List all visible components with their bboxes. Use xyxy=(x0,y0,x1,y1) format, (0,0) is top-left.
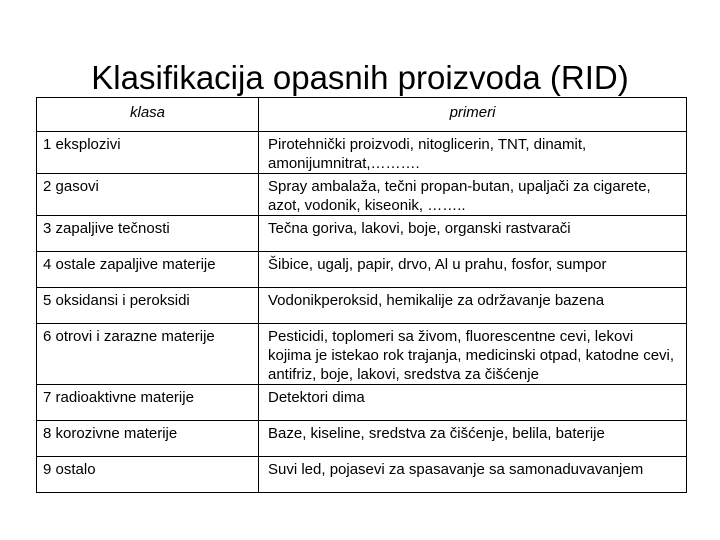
examples-cell: Vodonikperoksid, hemikalije za održavanje bazena xyxy=(259,288,687,324)
column-header-primeri: primeri xyxy=(259,98,687,132)
examples-cell: Detektori dima xyxy=(259,385,687,421)
examples-cell: Baze, kiseline, sredstva za čišćenje, belila, baterije xyxy=(259,421,687,457)
column-header-klasa: klasa xyxy=(37,98,259,132)
table-header-row xyxy=(37,98,687,132)
class-cell: 1 eksplozivi xyxy=(37,132,259,174)
table-row xyxy=(37,288,687,324)
class-cell: 2 gasovi xyxy=(37,174,259,216)
class-cell: 4 ostale zapaljive materije xyxy=(37,252,259,288)
table-row xyxy=(37,324,687,385)
examples-cell: Tečna goriva, lakovi, boje, organski rastvarači xyxy=(259,216,687,252)
class-cell: 9 ostalo xyxy=(37,457,259,493)
page-title: Klasifikacija opasnih proizvoda (RID) xyxy=(91,59,629,97)
table-row xyxy=(37,252,687,288)
examples-cell: Suvi led, pojasevi za spasavanje sa samonaduvavanjem xyxy=(259,457,687,493)
class-cell: 6 otrovi i zarazne materije xyxy=(37,324,259,385)
table-row xyxy=(37,421,687,457)
class-cell: 7 radioaktivne materije xyxy=(37,385,259,421)
table-row xyxy=(37,216,687,252)
rid-classification-table xyxy=(36,97,687,493)
examples-cell: Pirotehnički proizvodi, nitoglicerin, TNT, dinamit, amonijumnitrat,………. xyxy=(259,132,687,174)
table-row xyxy=(37,457,687,493)
examples-cell: Šibice, ugalj, papir, drvo, Al u prahu, fosfor, sumpor xyxy=(259,252,687,288)
class-cell: 3 zapaljive tečnosti xyxy=(37,216,259,252)
table-row xyxy=(37,132,687,174)
table-row xyxy=(37,174,687,216)
class-cell: 8 korozivne materije xyxy=(37,421,259,457)
examples-cell: Spray ambalaža, tečni propan-butan, upaljači za cigarete, azot, vodonik, kiseonik, …….. xyxy=(259,174,687,216)
class-cell: 5 oksidansi i peroksidi xyxy=(37,288,259,324)
table-row xyxy=(37,385,687,421)
examples-cell: Pesticidi, toplomeri sa živom, fluorescentne cevi, lekovi kojima je istekao rok trajanja, medicinski otpad, katodne cevi, antifriz, boje, lakovi, sredstva za čišćenje xyxy=(259,324,687,385)
